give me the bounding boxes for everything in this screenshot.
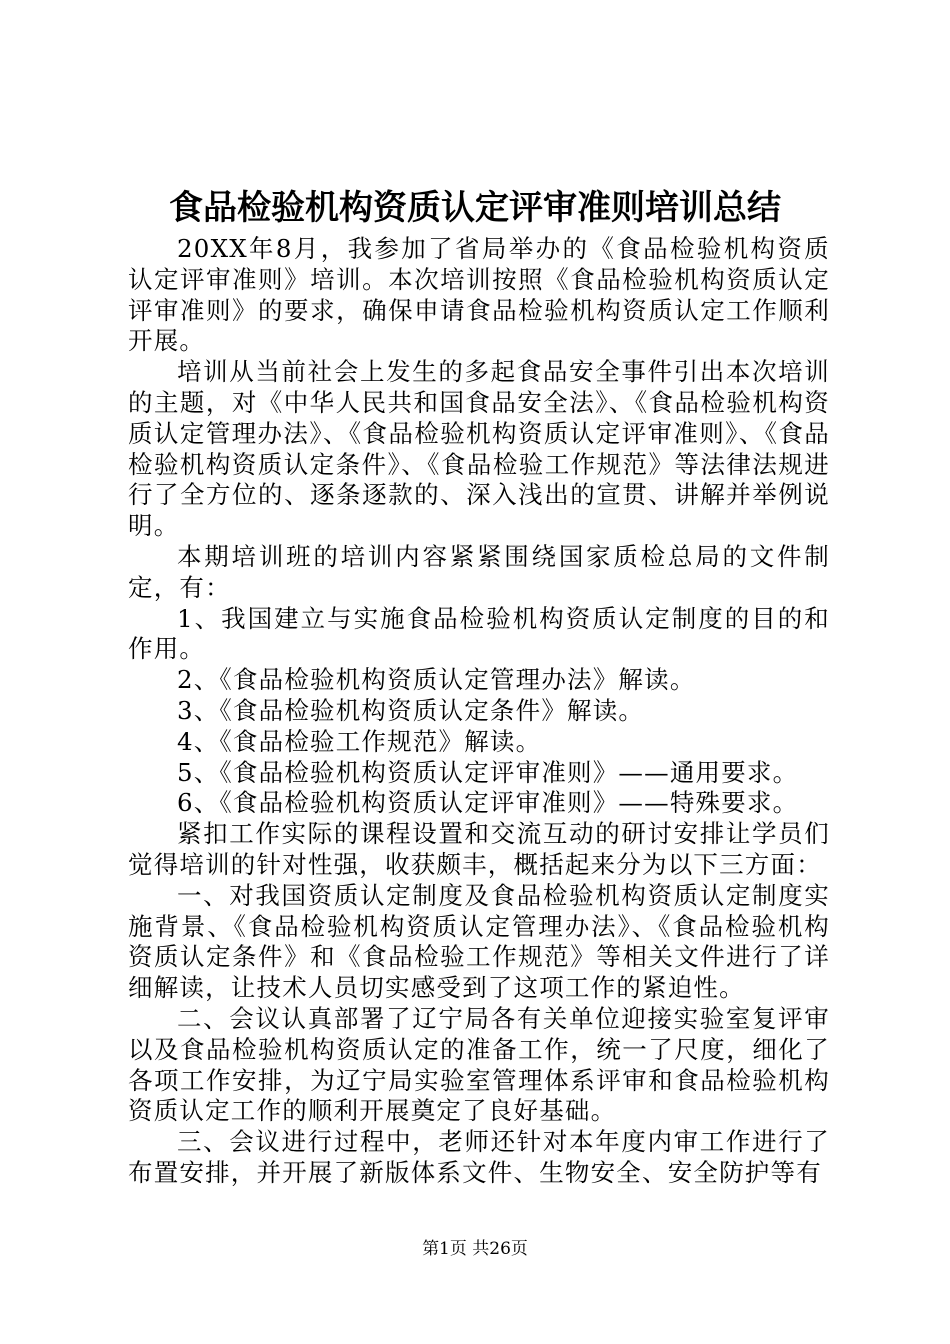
list-item-4: 4、《食品检验工作规范》解读。	[177, 726, 542, 756]
document-title: 食品检验机构资质认定评审准则培训总结	[169, 188, 781, 228]
list-item-5: 5、《食品检验机构资质认定评审准则》——通用要求。	[177, 757, 799, 787]
paragraph-point-three: 三、会议进行过程中，老师还针对本年度内审工作进行了布置安排，并开展了新版体系文件、生物安全、安全防护等有	[128, 1127, 830, 1187]
paragraph-summary-intro: 紧扣工作实际的课程设置和交流互动的研讨安排让学员们觉得培训的针对性强，收获颇丰，概括起来分为以下三方面：	[128, 819, 830, 879]
paragraph-content-overview: 本期培训班的培训内容紧紧围绕国家质检总局的文件制定，有：	[128, 541, 830, 602]
page-footer: 第1页 共26页	[422, 1239, 528, 1259]
paragraph-point-two: 二、会议认真部署了辽宁局各有关单位迎接实验室复评审以及食品检验机构资质认定的准备工作，统一了尺度，细化了各项工作安排，为辽宁局实验室管理体系评审和食品检验机构资质认定工作的顺利开展奠定了良好基础。	[128, 1003, 830, 1126]
list-item-1: 1、我国建立与实施食品检验机构资质认定制度的目的和作用。	[128, 603, 830, 664]
list-item-3: 3、《食品检验机构资质认定条件》解读。	[177, 695, 645, 725]
list-item-2: 2、《食品检验机构资质认定管理办法》解读。	[177, 665, 696, 695]
paragraph-intro: 20XX年8月，我参加了省局举办的《食品检验机构资质认定评审准则》培训。本次培训按照《食品检验机构资质认定评审准则》的要求，确保申请食品检验机构资质认定工作顺利开展。	[128, 234, 830, 356]
paragraph-point-one: 一、对我国资质认定制度及食品检验机构资质认定制度实施背景、《食品检验机构资质认定管理办法》、《食品检验机构资质认定条件》和《食品检验工作规范》等相关文件进行了详细解读，让技术人员切实感受到了这项工作的紧迫性。	[128, 880, 830, 1003]
paragraph-training-topics: 培训从当前社会上发生的多起食品安全事件引出本次培训的主题，对《中华人民共和国食品安全法》、《食品检验机构资质认定管理办法》、《食品检验机构资质认定评审准则》、《食品检验机构资质认定条件》、《食品检验工作规范》等法律法规进行了全方位的、逐条逐款的、深入浅出的宣贯、讲解并举例说明。	[128, 357, 830, 541]
list-item-6: 6、《食品检验机构资质认定评审准则》——特殊要求。	[177, 788, 799, 818]
document-body	[128, 234, 830, 1189]
